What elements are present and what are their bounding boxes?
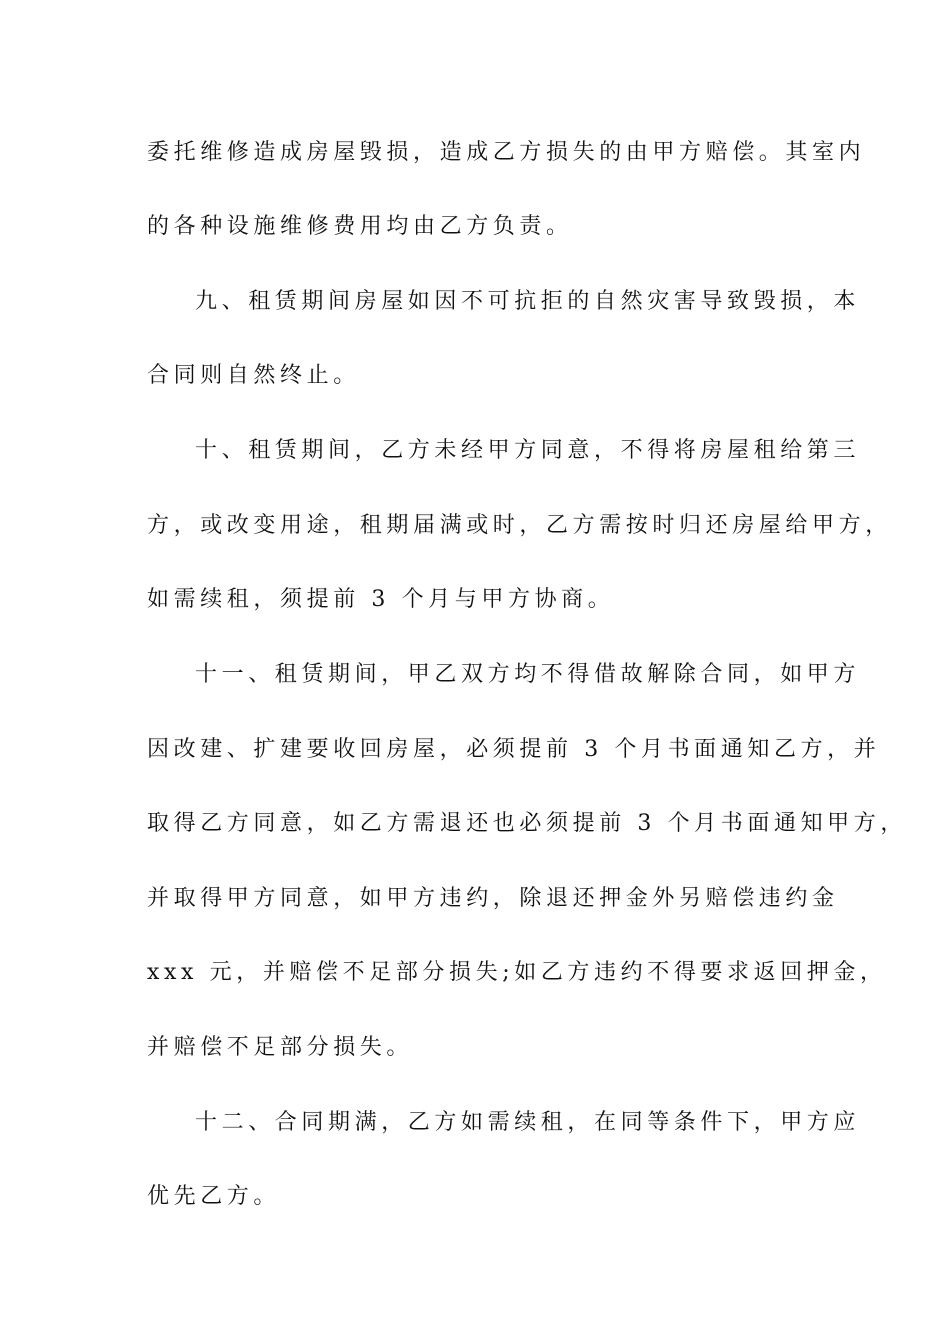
text-line: 优先乙方。	[147, 1184, 281, 1209]
paragraph-start-line: 十二、合同期满，乙方如需续租，在同等条件下，甲方应	[195, 1110, 861, 1135]
paragraph-start-line: 九、租赁期间房屋如因不可抗拒的自然灾害导致毁损，本	[195, 289, 861, 314]
text-line: xxx 元，并赔偿不足部分损失;如乙方违约不得要求返回押金，	[147, 960, 887, 985]
paragraph-start-line: 十一、租赁期间，甲乙双方均不得借故解除合同，如甲方	[195, 662, 861, 687]
text-line: 并赔偿不足部分损失。	[147, 1035, 414, 1060]
text-line: 委托维修造成房屋毁损，造成乙方损失的由甲方赔偿。其室内	[147, 140, 866, 165]
text-line: 合同则自然终止。	[147, 363, 360, 388]
text-line: 的各种设施维修费用均由乙方负责。	[147, 214, 573, 239]
text-line: 如需续租，须提前 3 个月与甲方协商。	[147, 587, 615, 612]
text-line: 方，或改变用途，租期届满或时，乙方需按时归还房屋给甲方，	[147, 513, 892, 538]
paragraph-start-line: 十、租赁期间，乙方未经甲方同意，不得将房屋租给第三	[195, 438, 861, 463]
text-line: 取得乙方同意，如乙方需退还也必须提前 3 个月书面通知甲方，	[147, 811, 907, 836]
text-line: 因改建、扩建要收回房屋，必须提前 3 个月书面通知乙方，并	[147, 737, 881, 762]
text-line: 并取得甲方同意，如甲方违约，除退还押金外另赔偿违约金	[147, 886, 839, 911]
